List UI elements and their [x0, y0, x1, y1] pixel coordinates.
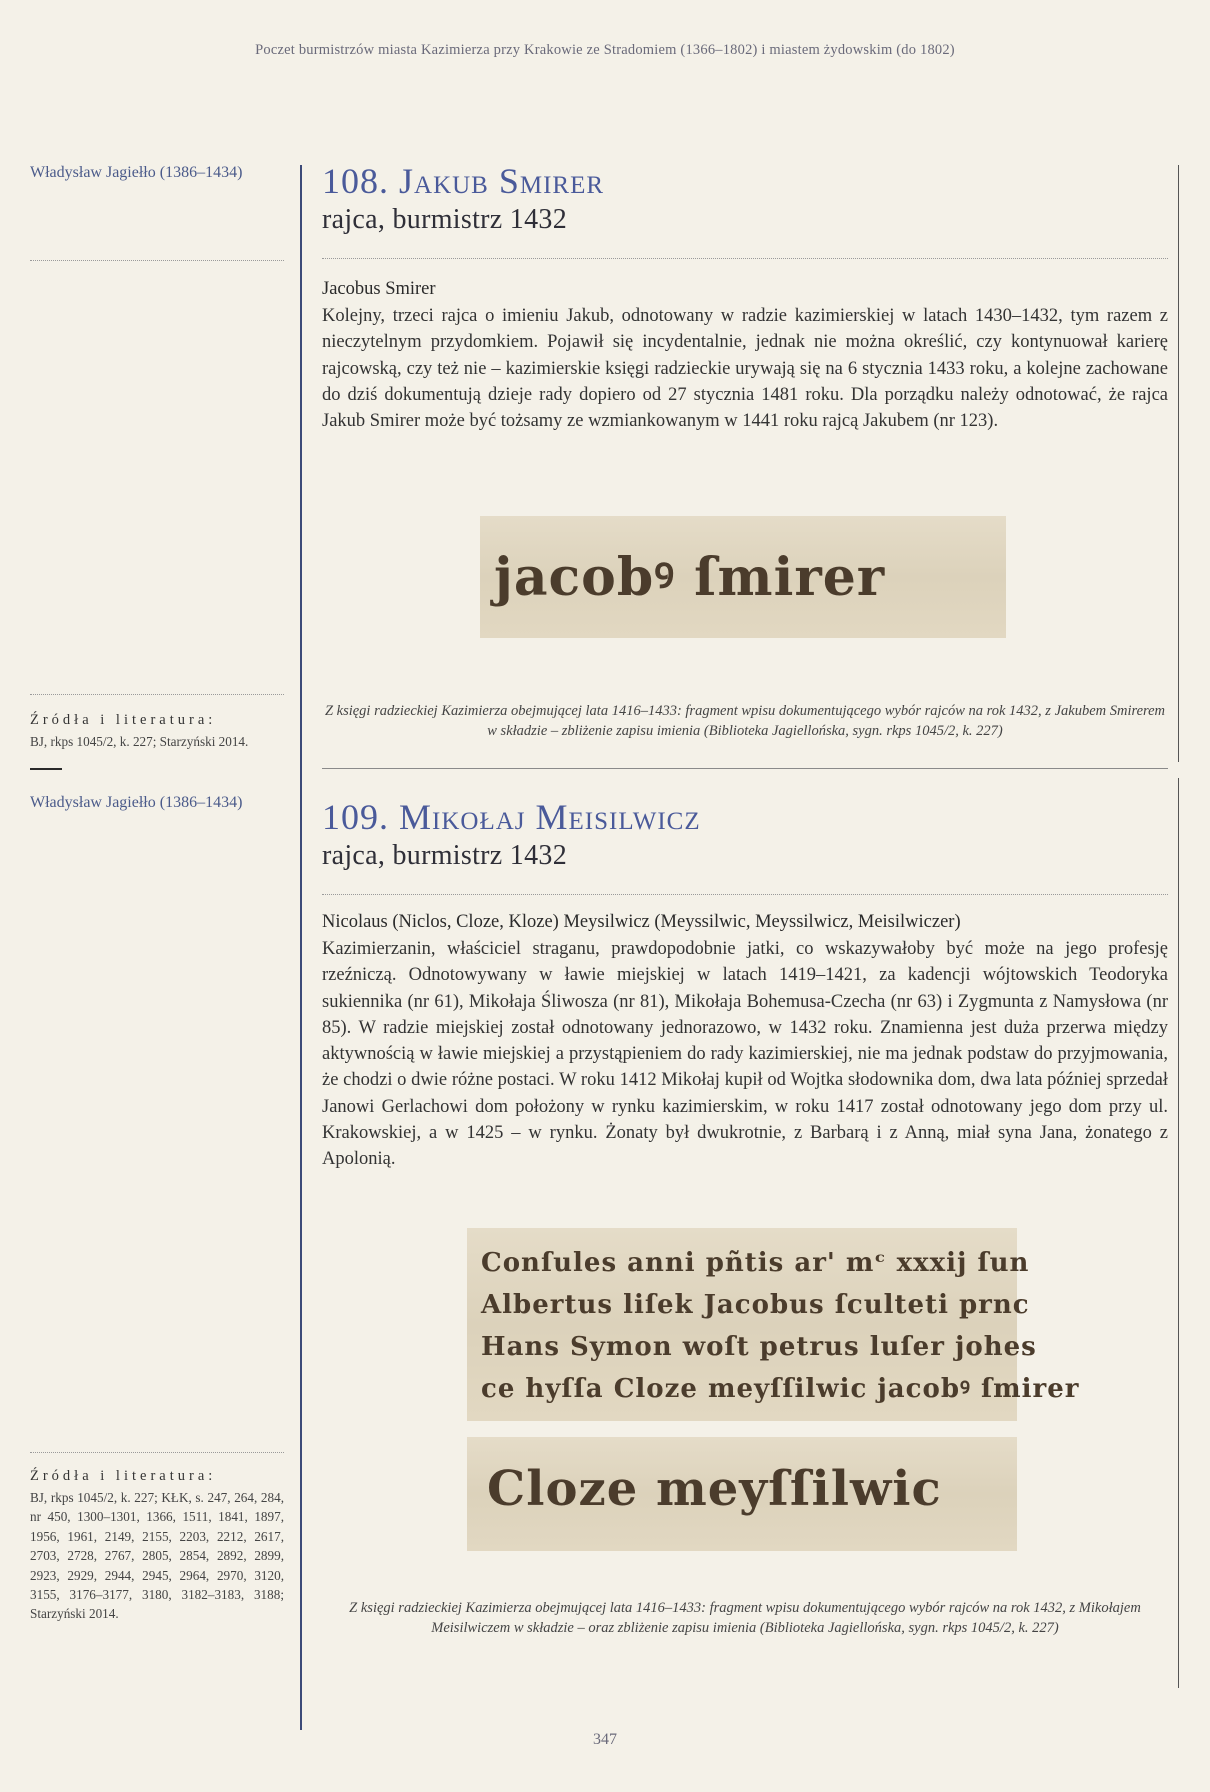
latin-names: Jacobus Smirer [322, 279, 436, 299]
manuscript-text-line: ce hyſſa Cloze meyſſilwic jacobꝰ ſmirer [481, 1374, 1080, 1404]
title-divider [322, 894, 1168, 895]
page-number: 347 [593, 1731, 617, 1748]
reign-period: Władysław Jagiełło (1386–1434) [30, 794, 243, 811]
entry-title: 109. Mikołaj Meisilwicz [322, 797, 701, 837]
title-divider [322, 258, 1168, 259]
manuscript-closeup-text: Cloze meyſſilwic [487, 1461, 942, 1517]
manuscript-text-line: Hans Symon woſt petrus luſer johes [481, 1332, 1037, 1362]
entry-title: 108. Jakub Smirer [322, 161, 605, 201]
latin-names: Nicolaus (Niclos, Cloze, Kloze) Meysilwicz (Meyssilwic, Meyssilwicz, Meisilwiczer) [322, 912, 961, 932]
left-margin-rule [300, 165, 302, 1730]
image-caption: Z księgi radzieckiej Kazimierza obejmującej lata 1416–1433: fragment wpisu dokumentującego wybór rajców na rok 1432, z Jakubem Smirerem w składzie – zbliżenie zapisu imienia (Biblioteka Jagiellońska, sygn. rkps 1045/2, k. 227) [324, 703, 1166, 739]
entry-subtitle: rajca, burmistrz 1432 [322, 840, 567, 871]
sources-block [30, 1468, 284, 1624]
sources-end-mark [30, 768, 62, 770]
reign-period: Władysław Jagiełło (1386–1434) [30, 164, 243, 181]
entry-subtitle: rajca, burmistrz 1432 [322, 204, 567, 235]
sources-heading: Źródła i literatura: [30, 712, 217, 728]
manuscript-image-smirer [480, 516, 1006, 638]
running-header: Poczet burmistrzów miasta Kazimierza przy Krakowie ze Stradomiem (1366–1802) i miastem żydowskim (do 1802) [255, 42, 955, 58]
sources-text: BJ, rkps 1045/2, k. 227; Starzyński 2014. [30, 734, 249, 749]
sources-block [30, 712, 284, 751]
manuscript-text-line: Albertus liſek Jacobus ſculteti prnc [481, 1290, 1030, 1320]
sources-heading: Źródła i literatura: [30, 1468, 217, 1484]
right-rule-entry-109 [1178, 778, 1179, 1688]
entry-body: Kazimierzanin, właściciel straganu, prawdopodobnie jatki, co wskazywałoby być może na jego profesję rzeźniczą. Odnotowywany w ławie miejskiej w latach 1419–1421, za kadencji wójtowskich Teodoryka sukiennika (nr 61), Mikołaja Śliwosza (nr 81), Mikołaja Bohemusa-Czecha (nr 63) i Zygmunta z Namysłowa (nr 85). W radzie miejskiej został odnotowany jednorazowo, w 1432 roku. Znamienna jest duża przerwa między aktywnością w ławie miejskiej a przystąpieniem do rady kazimierskiej, nie ma jednak podstaw do przyjmowania, że chodzi o dwie różne postaci. W roku 1412 Mikołaj kupił od Wojtka słodownika dom, dwa lata później sprzedał Janowi Gerlachowi dom położony w rynku kazimierskim, w roku 1417 został odnotowany jego dom przy ul. Krakowskiej, a w 1425 – w rynku. Żonaty był dwukrotnie, z Barbarą i z Anną, miał syna Jana, żonatego z Apolonią. [322, 939, 1168, 1170]
sources-divider [30, 1452, 284, 1453]
margin-divider [30, 260, 284, 261]
sources-divider [30, 694, 284, 695]
right-rule-entry-108 [1178, 165, 1179, 762]
manuscript-text-line: Conſules anni pñtis ar' mᶜ xxxij ſun [481, 1248, 1030, 1278]
image-caption: Z księgi radzieckiej Kazimierza obejmującej lata 1416–1433: fragment wpisu dokumentującego wybór rajców na rok 1432, z Mikołajem Meisilwiczem w składzie – oraz zbliżenie zapisu imienia (Biblioteka Jagiellońska, sygn. rkps 1045/2, k. 227) [349, 1600, 1141, 1636]
sources-text: BJ, rkps 1045/2, k. 227; KŁK, s. 247, 264, 284, nr 450, 1300–1301, 1366, 1511, 1841, 1897, 1956, 1961, 2149, 2155, 2203, 2212, 2617, 2703, 2728, 2767, 2805, 2854, 2892, 2899, 2923, 2929, 2944, 2945, 2964, 2970, 3120, 3155, 3176–3177, 3180, 3182–3183, 3188; Starzyński 2014. [30, 1490, 284, 1622]
manuscript-image-council-list [467, 1228, 1080, 1421]
manuscript-image-meisilwicz-closeup [467, 1437, 1017, 1551]
manuscript-text-line: jacobꝰ ſmirer [494, 547, 886, 608]
entry-separator [322, 768, 1168, 769]
entry-body: Kolejny, trzeci rajca o imieniu Jakub, odnotowany w radzie kazimierskiej w latach 1430–1432, tym razem z nieczytelnym przydomkiem. Pojawił się incydentalnie, jednak nie można określić, czy kontynuował karierę rajcowską, czy też nie – kazimierskie księgi radzieckie urywają się na 6 stycznia 1433 roku, a kolejne zachowane do dziś dokumentują dzieje rady dopiero od 27 stycznia 1481 roku. Dla porządku należy odnotować, że rajca Jakub Smirer może być tożsamy ze wzmiankowanym w 1441 roku rajcą Jakubem (nr 123). [322, 306, 1168, 432]
